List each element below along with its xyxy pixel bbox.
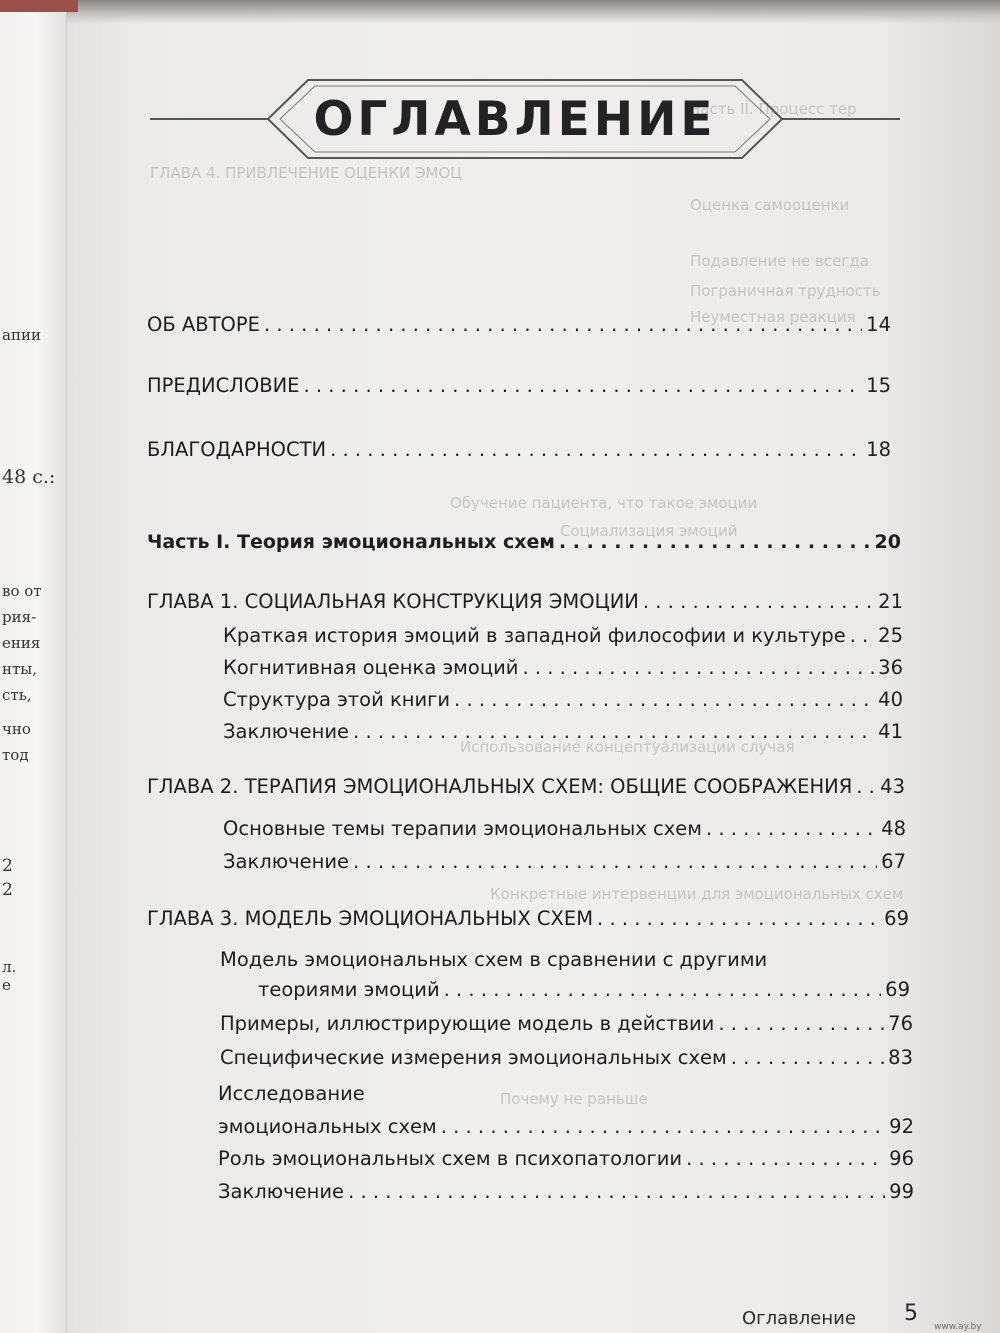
toc-page-number: 21 bbox=[878, 590, 903, 613]
toc-page-number: 25 bbox=[878, 624, 903, 647]
toc-chapter-entry bbox=[147, 773, 905, 801]
toc-entry-title: Примеры, иллюстрирующие модель в действии bbox=[220, 1012, 715, 1035]
toc-section-entry bbox=[220, 1010, 913, 1038]
dot-leader bbox=[597, 905, 880, 933]
toc-section-entry bbox=[223, 654, 903, 682]
toc-page-number: 18 bbox=[866, 438, 891, 461]
toc-section-title-line bbox=[218, 1080, 518, 1108]
prev-page-fragment: ения bbox=[2, 634, 41, 652]
show-through-text: Пограничная трудность bbox=[690, 282, 881, 300]
toc-section-entry bbox=[223, 815, 906, 843]
toc-section-entry bbox=[223, 718, 903, 746]
show-through-text: Почему не раньше bbox=[500, 1090, 648, 1108]
toc-page-number: 69 bbox=[884, 907, 909, 930]
toc-entry-title: Основные темы терапии эмоциональных схем bbox=[223, 817, 702, 840]
prev-page-fragment: рия- bbox=[2, 608, 37, 626]
toc-entry-title: Специфические измерения эмоциональных схем bbox=[220, 1046, 727, 1069]
toc-entry-title: Когнитивная оценка эмоций bbox=[223, 656, 519, 679]
toc-page-number: 69 bbox=[885, 978, 910, 1001]
dot-leader bbox=[441, 1113, 885, 1141]
dot-leader bbox=[444, 976, 882, 1004]
dot-leader bbox=[353, 718, 874, 746]
toc-page-number: 48 bbox=[881, 817, 906, 840]
toc-section-entry bbox=[258, 976, 910, 1004]
toc-page-number: 15 bbox=[866, 374, 891, 397]
previous-page-strip bbox=[0, 0, 67, 1333]
toc-part-entry bbox=[147, 528, 901, 556]
toc-page-number: 36 bbox=[878, 656, 903, 679]
show-through-text: Неуместная реакция bbox=[690, 308, 856, 326]
prev-page-fragment: нты, bbox=[2, 660, 38, 678]
toc-entry-title: теориями эмоций bbox=[258, 978, 440, 1001]
dot-leader bbox=[686, 1145, 885, 1173]
prev-page-fragment: 48 с.: bbox=[2, 466, 56, 488]
toc-page-number: 76 bbox=[888, 1012, 913, 1035]
toc-page-number: 20 bbox=[874, 531, 901, 553]
top-accent bbox=[0, 0, 78, 12]
dot-leader bbox=[303, 372, 862, 400]
toc-entry-title: ОБ АВТОРЕ bbox=[147, 313, 260, 336]
show-through-text: Конкретные интервенции для эмоциональных схем bbox=[490, 885, 904, 903]
toc-entry-title-line: Модель эмоциональных схем в сравнении с другими bbox=[220, 948, 768, 971]
toc-page-number: 99 bbox=[889, 1180, 914, 1203]
dot-leader bbox=[559, 528, 871, 556]
dot-leader bbox=[522, 654, 874, 682]
show-through-text: Социализация эмоций bbox=[560, 522, 738, 540]
toc-page-number: 83 bbox=[888, 1046, 913, 1069]
toc-section-entry bbox=[223, 848, 906, 876]
dot-leader bbox=[264, 311, 862, 339]
page-number: 5 bbox=[904, 1301, 918, 1326]
dot-leader bbox=[353, 848, 877, 876]
toc-page-number: 41 bbox=[878, 720, 903, 743]
toc-entry bbox=[147, 372, 891, 400]
toc-entry bbox=[147, 311, 891, 339]
prev-page-fragment: л. bbox=[2, 958, 17, 976]
toc-entry-title: ПРЕДИСЛОВИЕ bbox=[147, 374, 300, 397]
show-through-text: Использование концептуализации случая bbox=[460, 738, 795, 756]
dot-leader bbox=[330, 436, 862, 464]
toc-chapter-entry bbox=[147, 905, 909, 933]
toc-entry-title: Заключение bbox=[223, 720, 350, 743]
toc-entry-title: БЛАГОДАРНОСТИ bbox=[147, 438, 327, 461]
toc-entry bbox=[147, 436, 891, 464]
toc-page-number: 96 bbox=[889, 1147, 914, 1170]
toc-entry-title-line: Исследование bbox=[218, 1082, 365, 1105]
prev-page-fragment: 2 bbox=[2, 880, 13, 900]
toc-section-title-line bbox=[220, 946, 780, 974]
show-through-text: Подавление не всегда bbox=[690, 252, 869, 270]
toc-section-entry bbox=[220, 1044, 913, 1072]
toc-page-number: 92 bbox=[889, 1115, 914, 1138]
top-shadow bbox=[0, 0, 1000, 24]
prev-page-fragment: сть, bbox=[2, 686, 32, 704]
show-through-text: Часть II. Процесс тер bbox=[690, 100, 857, 118]
toc-chapter-entry bbox=[147, 588, 903, 616]
toc-entry-title: Краткая история эмоций в западной философии и культуре bbox=[223, 624, 846, 647]
watermark: www.ay.by bbox=[934, 1322, 982, 1332]
toc-entry-title: эмоциональных схем bbox=[218, 1115, 437, 1138]
dot-leader bbox=[706, 815, 877, 843]
show-through-text: ГЛАВА 4. ПРИВЛЕЧЕНИЕ ОЦЕНКИ ЭМОЦ bbox=[150, 164, 462, 182]
prev-page-fragment: чно bbox=[2, 720, 31, 738]
toc-section-entry bbox=[223, 686, 903, 714]
toc-page-number: 40 bbox=[878, 688, 903, 711]
dot-leader bbox=[850, 622, 874, 650]
toc-entry-title: Роль эмоциональных схем в психопатологии bbox=[218, 1147, 683, 1170]
toc-entry-title: Заключение bbox=[218, 1180, 345, 1203]
toc-entry-title: ГЛАВА 2. ТЕРАПИЯ ЭМОЦИОНАЛЬНЫХ СХЕМ: ОБЩИЕ СООБРАЖЕНИЯ bbox=[147, 775, 853, 798]
prev-page-fragment: 2 bbox=[2, 856, 13, 876]
prev-page-fragment: во от bbox=[2, 582, 42, 600]
dot-leader bbox=[718, 1010, 884, 1038]
running-footer-label: Оглавление bbox=[742, 1308, 856, 1329]
dot-leader bbox=[348, 1178, 885, 1206]
dot-leader bbox=[454, 686, 874, 714]
show-through-text: Обучение пациента, что такое эмоции bbox=[450, 494, 758, 512]
toc-section-entry bbox=[223, 622, 903, 650]
dot-leader bbox=[643, 588, 874, 616]
toc-entry-title: Заключение bbox=[223, 850, 350, 873]
dot-leader bbox=[731, 1044, 884, 1072]
dot-leader bbox=[856, 773, 876, 801]
toc-section-entry bbox=[218, 1113, 914, 1141]
toc-page-number: 43 bbox=[880, 775, 905, 798]
prev-page-fragment: е bbox=[2, 976, 11, 994]
prev-page-fragment: тод bbox=[2, 746, 29, 764]
toc-entry-title: Часть I. Теория эмоциональных схем bbox=[147, 531, 555, 553]
toc-entry-title: Структура этой книги bbox=[223, 688, 451, 711]
toc-page-number: 14 bbox=[866, 313, 891, 336]
show-through-text: Оценка самооценки bbox=[690, 196, 850, 214]
toc-page-number: 67 bbox=[881, 850, 906, 873]
prev-page-fragment: апии bbox=[2, 326, 41, 344]
toc-entry-title: ГЛАВА 1. СОЦИАЛЬНАЯ КОНСТРУКЦИЯ ЭМОЦИИ bbox=[147, 590, 639, 613]
toc-section-entry bbox=[218, 1178, 914, 1206]
toc-entry-title: ГЛАВА 3. МОДЕЛЬ ЭМОЦИОНАЛЬНЫХ СХЕМ bbox=[147, 907, 594, 930]
page-heading: ОГЛАВЛЕНИЕ bbox=[313, 92, 717, 147]
toc-section-entry bbox=[218, 1145, 914, 1173]
